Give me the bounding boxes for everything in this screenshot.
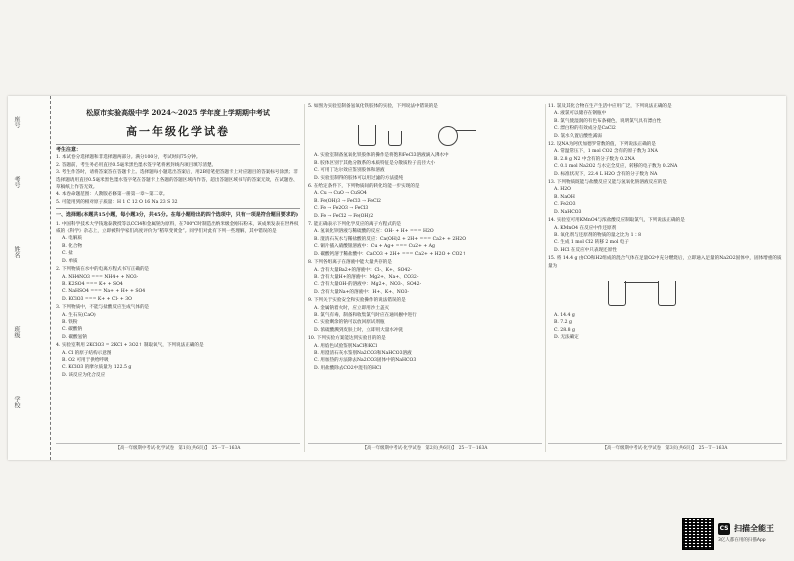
option: B. 含有大量H+的溶液中：Mg2+、Na+、CO32- xyxy=(314,274,419,280)
option: A. NH4NO3 === NH4+ + NO3- xyxy=(62,274,139,280)
question-stem: 8. 下列各组离子在溶液中能大量共存的是 xyxy=(308,260,392,266)
option: B. 用澄清石灰水鉴别Na2CO3和NaHCO3溶液 xyxy=(314,350,412,356)
option: B. 氯气使湿润的有色布条褪色，说明氯气具有漂白性 xyxy=(554,118,662,124)
camscanner-logo-icon: CS xyxy=(718,523,730,535)
option: D. NaHCO3 xyxy=(554,209,582,215)
section-heading: 一、选择题(本题共15小题，每小题3分，共45分。在每小题给出的四个选项中，只有一项是符合题目要求的) xyxy=(56,212,299,219)
apparatus-figure xyxy=(308,112,542,150)
question-stem: 4. 实验室利用 2KClO3 = 2KCl + 3O2↑ 制取氧气，下列说法正确的是 xyxy=(56,343,204,349)
option: B. 澄清石灰水与稀盐酸的反应：Ca(OH)2 + 2H+ === Ca2+ + 2H2O xyxy=(314,236,466,242)
option: D. 碳酸氢钠 xyxy=(62,334,87,340)
option: A. 含有大量Ba2+的溶液中：Cl-、K+、SO42- xyxy=(314,267,412,273)
question xyxy=(56,266,300,303)
page-footer: 【高一年级期中考试·化学试卷 第1页(共6页)】 25－T－163A xyxy=(56,443,300,452)
option: A. 电解质 xyxy=(62,236,83,242)
option: A. 金属钠着火时，应立即用沙土盖灭 xyxy=(314,305,390,311)
option: A. KMnO4 在反应中作还原剂 xyxy=(554,225,617,231)
beaker-icon xyxy=(388,131,402,146)
option: A. Cl 的原子结构示意图 xyxy=(62,350,112,356)
notice-line: 5. 可能用到的相对原子质量：H 1 C 12 O 16 Na 23 S 32 xyxy=(56,199,178,205)
question xyxy=(308,221,542,258)
question xyxy=(56,304,300,341)
notice-line: 4. 本卷命题范围：人教版必修第一册第一章～第二章。 xyxy=(56,192,168,198)
question-stem: 6. 在给定条件下，下列物质间的转化均能一步实现的是 xyxy=(308,184,420,190)
question xyxy=(56,342,300,379)
option: D. 实验室制得的胶体可以用过滤的方法提纯 xyxy=(314,175,404,181)
column-divider xyxy=(304,104,305,452)
binding-field: 学校 xyxy=(13,396,20,408)
option: B. 胶体区别于其他分散系的本质特征是分散质粒子直径大小 xyxy=(314,160,436,166)
option: D. 碳酸钙溶于稀盐酸中：CaCO3 + 2H+ === Ca2+ + H2O + CO2↑ xyxy=(314,251,467,257)
option: D. 浓硫酸溅到皮肤上时，立即用大量水冲洗 xyxy=(314,327,404,333)
camscanner-name: 扫描全能王 xyxy=(734,524,774,533)
option: A. 用焰色试验鉴别NaCl和KCl xyxy=(314,343,378,349)
option: C. 可用丁达尔效应鉴别胶体和溶液 xyxy=(314,168,385,174)
option: C. Fe2O3 xyxy=(554,202,576,208)
option: B. 铁粉 xyxy=(62,319,78,325)
question xyxy=(548,141,782,178)
question xyxy=(308,335,542,372)
exam-notice xyxy=(56,144,300,209)
option: A. 液氯可以储存在钢瓶中 xyxy=(554,111,607,117)
option: C. 盐 xyxy=(62,251,73,257)
bottle-icon xyxy=(608,281,626,306)
question xyxy=(548,255,782,341)
option: B. K2SO4 === K+ + SO4 xyxy=(62,281,123,287)
question-stem: 11. 氯及其化合物在生产生活中应用广泛，下列说法正确的是 xyxy=(548,104,672,109)
beaker-icon xyxy=(358,125,376,146)
question-stem: 5. 如图为实验室制备氢氧化铁胶体的实验，下列说法中错误的是 xyxy=(308,104,438,109)
option: B. 化合物 xyxy=(62,243,83,249)
qr-code-icon xyxy=(682,518,714,550)
option: C. 生成 1 mol Cl2 转移 2 mol 电子 xyxy=(554,240,629,246)
binding-field: 班级 xyxy=(13,326,20,338)
question xyxy=(308,259,542,296)
option: A. 常温常压下，1 mol CO2 含有的原子数为 3NA xyxy=(554,149,658,155)
binding-margin xyxy=(8,96,51,460)
option: C. 0.1 mol Na2O2 与水完全反应，转移的电子数为 0.2NA xyxy=(554,164,678,170)
option: D. KClO3 === K+ + Cl- + 3O xyxy=(62,296,132,302)
exam-sheet xyxy=(8,96,786,460)
option: D. 标准状况下，22.4 L H2O 含有的分子数为 NA xyxy=(554,171,658,177)
option: C. 实验剩余的钠可以放回原试剂瓶 xyxy=(314,320,385,326)
option: C. 碳酸钠 xyxy=(62,327,83,333)
option: B. 2.8 g N2 中含有的分子数为 0.2NA xyxy=(554,156,635,162)
option: C. 漂白粉的有效成分是CaCl2 xyxy=(554,126,616,132)
option: A. H2O xyxy=(554,187,571,193)
option: A. 14.4 g xyxy=(554,312,575,318)
option: C. Fe → Fe2O3 → FeCl3 xyxy=(314,206,369,212)
exam-title: 松原市实验高级中学 2024～2025 学年度上学期期中考试 xyxy=(86,108,270,117)
question xyxy=(56,221,300,265)
option: A. 生石灰(CaO) xyxy=(62,312,96,318)
option: D. HCl 在反应中只表现还原性 xyxy=(554,247,617,253)
question-stem: 7. 能正确表示下列化学反应的离子方程式的是 xyxy=(308,222,402,228)
notice-line: 2. 答题前，考生务必用直径0.5毫米黑色墨水签字笔将密封线内项目填写清楚。 xyxy=(56,162,217,168)
option: B. NaOH xyxy=(554,194,575,200)
option: B. 氧化剂与还原剂的物质的量之比为 1∶8 xyxy=(554,232,642,238)
column-divider xyxy=(545,104,546,452)
option: C. KClO3 的摩尔质量为 122.5 g xyxy=(62,365,132,371)
page-1 xyxy=(56,102,300,454)
camscanner-tagline: 3亿人都在用的扫描App xyxy=(718,538,766,543)
question-stem: 9. 下列关于实验安全和实验操作的说法错误的是 xyxy=(308,298,406,304)
option: C. 含有大量OH-的溶液中：Mg2+、NO3-、SO42- xyxy=(314,282,422,288)
question xyxy=(548,103,782,140)
flask-icon xyxy=(438,126,458,146)
tube-icon xyxy=(456,130,476,131)
question xyxy=(308,183,542,220)
question-stem: 10. 下列实验方案能达到实验目的的是 xyxy=(308,336,386,342)
option: D. 氯水久置后酸性减弱 xyxy=(554,133,602,139)
option: C. 用加热的方法除去Na2CO3固体中的NaHCO3 xyxy=(314,358,417,364)
tube-icon xyxy=(624,282,658,283)
option: C. 铜片插入硝酸银溶液中：Cu + Ag+ === Cu2+ + Ag xyxy=(314,244,435,250)
binding-field: 考号 xyxy=(13,176,20,188)
option: A. 氢氧化钡溶液与稀硫酸的反应：OH- + H+ === H2O xyxy=(314,229,434,235)
option: D. 该反应为化合反应 xyxy=(62,372,106,378)
option: A. Cu → CuO → CuSO4 xyxy=(314,191,367,197)
binding-field: 姓名 xyxy=(13,246,20,258)
page-footer: 【高一年级期中考试·化学试卷 第3页(共6页)】 25－T－163A xyxy=(548,443,782,452)
option: C. 28.8 g xyxy=(554,327,575,333)
question-stem: 2. 下列物质在水中的电离方程式书写正确的是 xyxy=(56,267,150,273)
question xyxy=(548,217,782,254)
option: B. O2 可用于供给呼吸 xyxy=(62,357,109,363)
question-stem: 1. 中国科学技术大学钱逸泰教授等以CCl4和金属钠为原料，在700℃时制造出纳米级金刚石粉末，该成果发表在世界权威的《科学》杂志上，立即被科学家们高度评价为“稻草变黄金”。同学们对此有下列一些理解，其中错误的是 xyxy=(56,221,299,235)
notice-heading: 考生注意： xyxy=(56,147,82,153)
option: D. 用盐酸除去CO2中混有的HCl xyxy=(314,365,381,371)
page-footer: 【高一年级期中考试·化学试卷 第2页(共6页)】 25－T－163A xyxy=(308,443,542,452)
question xyxy=(308,297,542,334)
apparatus-figure xyxy=(548,272,782,310)
option: D. 含有大量Na+的溶液中：H+、K+、NO3- xyxy=(314,289,409,295)
question-stem: 14. 实验室可用KMnO4与浓盐酸反应制取氯气，下列说法正确的是 xyxy=(548,218,685,224)
notice-line: 3. 考生作答时，请将答案答在答题卡上。选择题每小题选出答案后，用2B铅笔把答题卡上对应题目的答案标号涂黑；非选择题请用直径0.5毫米黑色墨水签字笔在答题卡上各题的答题区域内作答，超出答题区域书写的答案无效，在试题卷、草稿纸上作答无效。 xyxy=(56,170,298,191)
page-3 xyxy=(548,102,782,454)
option: B. 氯气有毒，制备和收集氯气时应在通风橱中进行 xyxy=(314,312,417,318)
question-stem: 13. 下列物质既能与盐酸反应又能与氢氧化钠溶液反应的是 xyxy=(548,180,668,186)
exam-subtitle: 高一年级化学试卷 xyxy=(126,125,230,138)
bottle-icon xyxy=(658,281,676,306)
option: D. 无法确定 xyxy=(554,335,579,341)
question-stem: 3. 下列物质中，不能与盐酸反应生成气体的是 xyxy=(56,305,150,311)
notice-line: 1. 本试卷分选择题和非选择题两部分。满分100分，考试时间75分钟。 xyxy=(56,155,201,161)
question xyxy=(308,103,542,182)
option: A. 实验室制备氢氧化铁胶体的操作是将饱和FeCl3溶液滴入沸水中 xyxy=(314,153,449,159)
option: D. Fe → FeCl2 → Fe(OH)2 xyxy=(314,213,374,219)
option: B. 7.2 g xyxy=(554,320,573,326)
question-stem: 15. 将 14.4 g 由CO和H2组成的混合气体在足量O2中充分燃烧后，立即通入足量的Na2O2固体中，固体增重的质量为 xyxy=(548,256,782,269)
option: C. NaHSO4 === Na+ + H+ + SO4 xyxy=(62,289,146,295)
option: D. 单质 xyxy=(62,258,78,264)
page-2 xyxy=(308,102,542,454)
binding-field: 座号 xyxy=(13,116,20,128)
option: B. Fe(OH)3 → FeCl3 → FeCl2 xyxy=(314,198,381,204)
question-stem: 12. 设NA为阿伏加德罗常数的值，下列说法正确的是 xyxy=(548,142,656,148)
question xyxy=(548,179,782,216)
